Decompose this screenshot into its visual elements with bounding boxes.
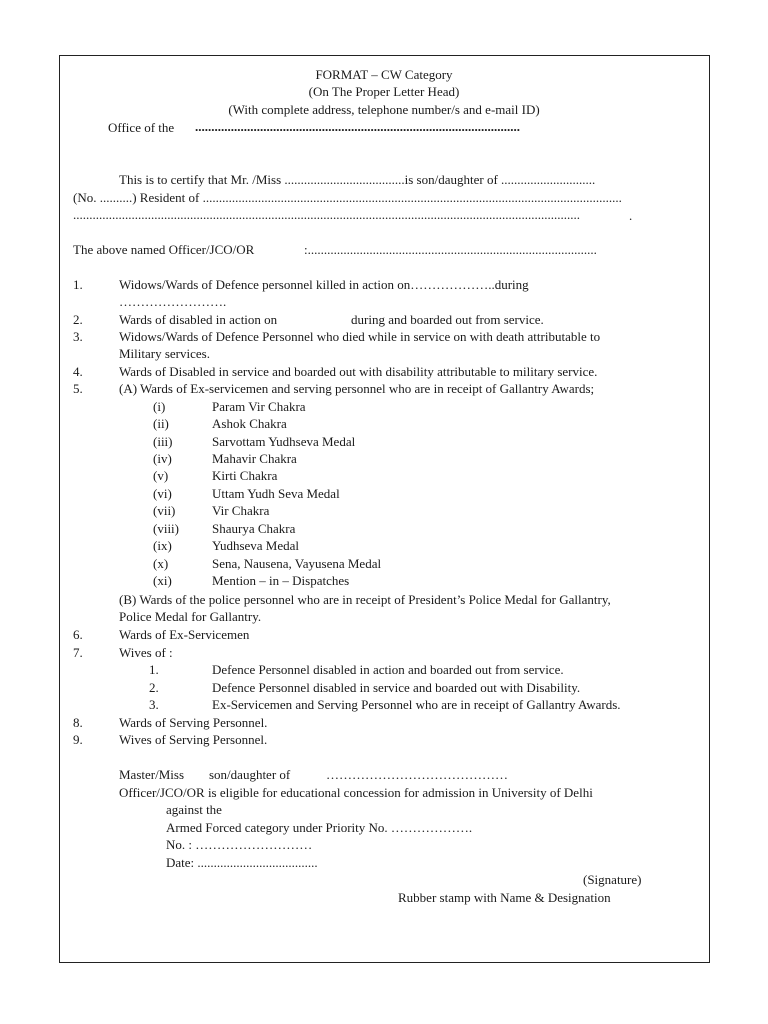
certify-line-2: (No. ..........) Resident of ................................................................................................................................. <box>73 190 622 205</box>
list-number: 9. <box>73 732 83 747</box>
award-number: (ix) <box>153 538 172 553</box>
master-miss-label: Master/Miss <box>119 767 184 782</box>
list-item-cont: Military services. <box>119 346 210 361</box>
master-dots: …………………………………… <box>326 767 508 782</box>
address-note: (With complete address, telephone number/s and e-mail ID) <box>228 102 540 117</box>
form-title: FORMAT – CW Category <box>315 67 453 82</box>
list-item: Wards of disabled in action on <box>119 312 278 327</box>
eligible-line: Officer/JCO/OR is eligible for educational concession for admission in University of Delhi <box>119 785 593 800</box>
list-item: Wards of Ex-Servicemen <box>119 627 250 642</box>
award-number: (iii) <box>153 434 173 449</box>
wives-item: Defence Personnel disabled in service and boarded out with Disability. <box>212 680 581 695</box>
award-number: (iv) <box>153 451 172 466</box>
list-item: Wives of Serving Personnel. <box>119 732 268 747</box>
award-number: (xi) <box>153 573 172 588</box>
list-item: Wards of Serving Personnel. <box>119 715 268 730</box>
list-item: Wives of : <box>119 645 173 660</box>
letterhead-note: (On The Proper Letter Head) <box>308 84 460 99</box>
list-item: Wards of Disabled in service and boarded out with disability attributable to military service. <box>119 364 598 379</box>
list-number: 2. <box>73 312 83 327</box>
award-number: (x) <box>153 556 169 571</box>
certify-line-3-end: . <box>629 208 633 223</box>
number-line: No. : ……………………… <box>166 837 313 852</box>
office-dots: .................................................................................................... <box>195 119 520 134</box>
list-number: 1. <box>73 277 83 292</box>
award-number: (vii) <box>153 503 176 518</box>
award-number: (i) <box>153 399 166 414</box>
list-number: 5. <box>73 381 83 396</box>
list-item: (A) Wards of Ex-servicemen and serving personnel who are in receipt of Gallantry Awards; <box>119 381 595 396</box>
signature-label: (Signature) <box>583 872 642 887</box>
wives-item: Ex-Servicemen and Serving Personnel who are in receipt of Gallantry Awards. <box>212 697 621 712</box>
certify-line-1: This is to certify that Mr. /Miss .....................................is son/daughter of ............................. <box>119 172 596 187</box>
wives-number: 1. <box>149 662 159 677</box>
date-line: Date: ..................................... <box>166 855 318 870</box>
list-number: 8. <box>73 715 83 730</box>
award-name: Yudhseva Medal <box>212 538 300 553</box>
award-name: Uttam Yudh Seva Medal <box>212 486 340 501</box>
rubber-stamp-label: Rubber stamp with Name & Designation <box>398 890 611 905</box>
item-5b-line-1: (B) Wards of the police personnel who are in receipt of President’s Police Medal for Gallantry, <box>119 592 611 607</box>
list-item: Widows/Wards of Defence Personnel who died while in service on with death attributable to <box>119 329 601 344</box>
certify-line-3: ............................................................................................................................................................ <box>73 207 580 222</box>
award-number: (v) <box>153 468 169 483</box>
award-name: Kirti Chakra <box>212 468 278 483</box>
office-label: Office of the <box>108 120 175 135</box>
award-name: Ashok Chakra <box>212 416 287 431</box>
award-name: Mention – in – Dispatches <box>212 573 350 588</box>
award-number: (ii) <box>153 416 169 431</box>
wives-number: 3. <box>149 697 159 712</box>
officer-label: The above named Officer/JCO/OR <box>73 242 255 257</box>
award-name: Shaurya Chakra <box>212 521 296 536</box>
list-number: 6. <box>73 627 83 642</box>
award-name: Vir Chakra <box>212 503 270 518</box>
wives-number: 2. <box>149 680 159 695</box>
list-number: 3. <box>73 329 83 344</box>
award-name: Param Vir Chakra <box>212 399 306 414</box>
item-5b-line-2: Police Medal for Gallantry. <box>119 609 262 624</box>
against-line: against the <box>166 802 222 817</box>
priority-line: Armed Forced category under Priority No. ………………. <box>166 820 473 835</box>
award-name: Sena, Nausena, Vayusena Medal <box>212 556 382 571</box>
award-number: (vi) <box>153 486 172 501</box>
list-item-cont: ……………………. <box>119 294 227 309</box>
wives-item: Defence Personnel disabled in action and boarded out from service. <box>212 662 564 677</box>
award-name: Sarvottam Yudhseva Medal <box>212 434 356 449</box>
award-name: Mahavir Chakra <box>212 451 297 466</box>
list-item-part2: during and boarded out from service. <box>351 312 544 327</box>
list-number: 7. <box>73 645 83 660</box>
son-daughter-label: son/daughter of <box>209 767 291 782</box>
list-item: Widows/Wards of Defence personnel killed in action on………………..during <box>119 277 529 292</box>
award-number: (viii) <box>153 521 179 536</box>
list-number: 4. <box>73 364 83 379</box>
officer-dots: :......................................................................................... <box>304 242 597 257</box>
